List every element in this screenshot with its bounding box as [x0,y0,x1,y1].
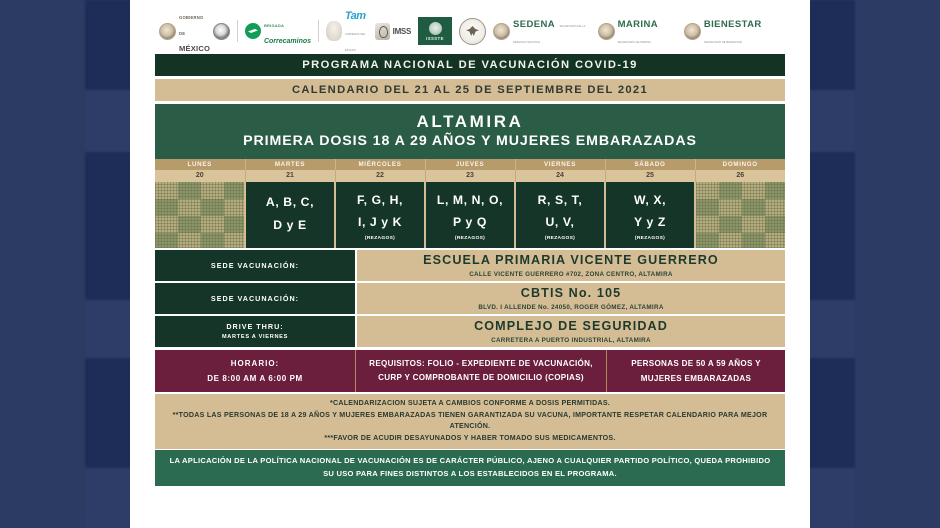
calendar-daynum-22: 22 [335,170,425,182]
schedule-hours-cell [155,350,355,393]
venue-address-3: CARRETERA A PUERTO INDUSTRIAL, ALTAMIRA [491,336,651,344]
calendar-daynames-row [155,159,785,170]
poster-page [130,0,810,528]
logo-divider [237,20,238,42]
venue-label-1 [155,250,355,281]
note-3: ***FAVOR DE ACUDIR DESAYUNADOS Y HABER TOMADO SUS MEDICAMENTOS. [324,433,616,442]
calendar-cell-martes [245,182,335,248]
calendar-daynumbers-row [155,170,785,182]
logo-bienestar [684,15,781,47]
city-name: ALTAMIRA [416,112,524,131]
calendar-dayname-martes: MARTES [245,159,335,170]
marina-seal-icon [598,23,615,40]
calendar-dayname-viernes: VIERNES [515,159,605,170]
venue-name-1: ESCUELA PRIMARIA VICENTE GUERRERO [423,252,719,267]
calendar-dayname-jueves: JUEVES [425,159,515,170]
letters-sabado: W, X, Y y Z [633,192,667,230]
venue-row-cbtis [155,283,785,314]
logo-imss-text: IMSS [392,26,411,36]
mexico-seal-icon [159,23,176,40]
rezagos-jueves: (REZAGOS) [454,235,486,241]
logo-bienestar-sub: SECRETARÍA DE BIENESTAR [703,41,742,44]
hours-value: DE 8:00 AM A 6:00 PM [207,374,303,384]
letters-miercoles: F, G, H, I, J y K [356,192,404,230]
logo-brigada-correcaminos [245,15,311,47]
calendar-daynum-21: 21 [245,170,335,182]
calendar-daynum-26: 26 [695,170,785,182]
vaccination-calendar-poster [155,10,785,486]
logo-tamaulipas [326,7,368,55]
weekly-calendar-table [155,159,785,248]
logo-issste-text: ISSSTE [426,35,444,41]
calendar-daynum-20: 20 [155,170,245,182]
venue-value-2 [355,283,785,314]
hours-label: HORARIO: [230,359,280,369]
logo-gobierno-line2: MÉXICO [179,44,211,53]
logo-tam-line1: Tam [344,10,366,22]
calendar-cell-viernes [515,182,605,248]
dose-description: PRIMERA DOSIS 18 A 29 AÑOS Y MUJERES EMBARAZADAS [243,133,697,150]
calendar-cell-jueves [425,182,515,248]
calendar-letters-row [155,182,785,248]
logo-divider [318,20,319,42]
mexico-seal-secondary-icon [213,23,230,40]
logo-marina [598,15,677,47]
logo-marina-sub: SECRETARÍA DE MARINA [617,41,651,44]
calendar-daynum-24: 24 [515,170,605,182]
venue-label-text-2: SEDE VACUNACIÓN: [210,293,300,303]
imss-eagle-icon [375,23,390,40]
rezagos-miercoles: (REZAGOS) [364,235,396,241]
tamaulipas-emblem-icon [326,21,342,41]
target-group-text: PERSONAS DE 50 A 59 AÑOS Y MUJERES EMBARAZADAS [631,358,761,384]
venue-address-1: CALLE VICENTE GUERRERO #702, ZONA CENTRO, ALTAMIRA [469,270,673,278]
venue-row-drive-thru [155,316,785,347]
program-title-bar: PROGRAMA NACIONAL DE VACUNACIÓN COVID-19 [155,54,785,76]
issste-emblem-icon [429,22,442,35]
escudo-nacional-icon [459,18,486,45]
calendar-dayname-domingo: DOMINGO [695,159,785,170]
notes-section [155,394,785,449]
venue-value-1 [355,250,785,281]
venue-name-2: CBTIS No. 105 [520,285,622,300]
logo-bienestar-text: BIENESTAR [703,19,762,30]
logo-brigada-line1: BRIGADA [263,23,285,28]
venue-address-2: BLVD. I ALLENDE No. 24050, ROGER GÓMEZ, ALTAMIRA [478,303,664,311]
note-1: *CALENDARIZACION SUJETA A CAMBIOS CONFORME A DOSIS PERMITIDAS. [329,399,611,408]
calendar-cell-lunes [155,182,245,248]
venue-label-text-3: DRIVE THRU: [226,322,284,332]
logo-strip [155,10,785,52]
rezagos-viernes: (REZAGOS) [544,235,576,241]
calendar-daynum-23: 23 [425,170,515,182]
requirements-text: REQUISITOS: FOLIO - EXPEDIENTE DE VACUNACIÓN, CURP Y COMPROBANTE DE DOMICILIO (COPIAS) [369,358,593,383]
venue-name-3: COMPLEJO DE SEGURIDAD [474,318,668,333]
calendar-dayname-miercoles: MIÉRCOLES [335,159,425,170]
schedule-requirements-row [155,350,785,393]
logo-tam-sub: GOBIERNO DEL ESTADO [344,33,366,52]
venue-sublabel-3: MARTES A VIERNES [221,334,289,341]
logo-imss [375,23,411,40]
legal-text: LA APLICACIÓN DE LA POLÍTICA NACIONAL DE VACUNACIÓN ES DE CARÁCTER PÚBLICO, AJENO A CUALQUIER PARTIDO POLÍTICO, QUEDA PROHIBIDO SU USO PARA FINES DISTINTOS A LOS ESTABLECIDOS EN EL PROGRAMA. [169,456,771,478]
logo-issste [418,17,452,45]
calendar-cell-sabado [605,182,695,248]
venue-value-3 [355,316,785,347]
venue-row-escuela-primaria [155,250,785,281]
venue-label-2 [155,283,355,314]
logo-sedena-sub: SECRETARÍA DE LA DEFENSA NACIONAL [513,25,586,44]
city-dose-title-bar [155,104,785,159]
bienestar-seal-icon [684,23,701,40]
logo-gobierno-de-mexico [159,7,230,55]
logo-sedena [493,15,591,47]
calendar-dayname-lunes: LUNES [155,159,245,170]
letters-martes: A, B, C, D y E [265,195,315,232]
logo-marina-text: MARINA [617,19,658,30]
rezagos-sabado: (REZAGOS) [634,235,666,241]
calendar-cell-miercoles [335,182,425,248]
calendar-daynum-25: 25 [605,170,695,182]
logo-brigada-line2: Correcaminos [263,38,312,45]
logo-gobierno-line1: GOBIERNO DE [179,15,204,36]
requirements-cell [355,350,607,393]
letters-viernes: R, S, T, U, V, [537,192,583,230]
venue-label-3 [155,316,355,347]
sedena-seal-icon [493,23,510,40]
venue-label-text-1: SEDE VACUNACIÓN: [210,260,300,270]
legal-disclaimer-bar [155,450,785,486]
calendar-range-bar: CALENDARIO DEL 21 AL 25 DE SEPTIEMBRE DEL 2021 [155,79,785,101]
calendar-dayname-sabado: SÁBADO [605,159,695,170]
letters-jueves: L, M, N, O, P y Q [436,192,504,230]
target-group-cell [607,350,785,393]
logo-sedena-text: SEDENA [513,19,555,30]
correcaminos-bird-icon [245,23,261,39]
calendar-cell-domingo [695,182,785,248]
note-2: **TODAS LAS PERSONAS DE 18 A 29 AÑOS Y MUJERES EMBARAZADAS TIENEN GARANTIZADA SU VACUNA, IMPORTANTE RESPETAR CALENDARIO PARA MEJOR ATENCIÓN. [172,410,768,431]
